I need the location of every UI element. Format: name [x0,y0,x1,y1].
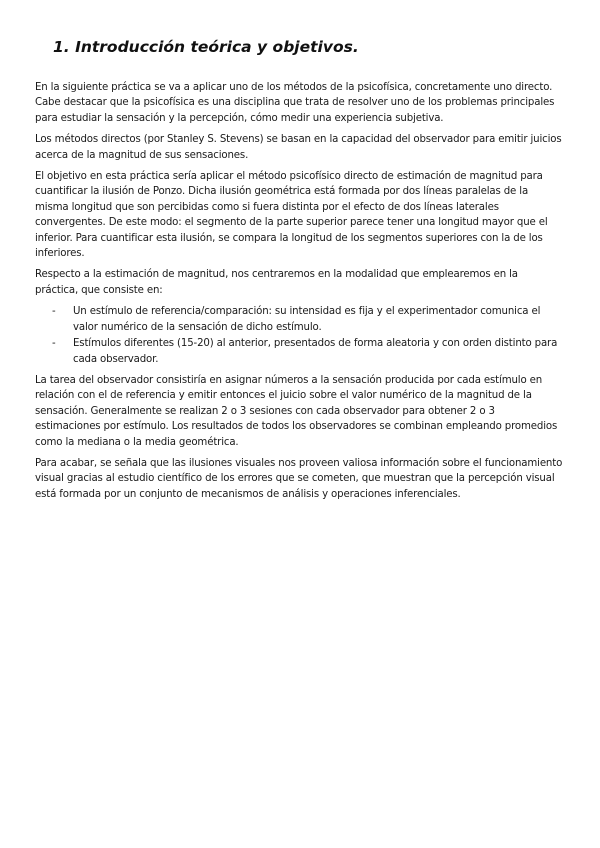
intro-paragraph: En la siguiente práctica se va a aplicar uno de los métodos de la psicofísica, concretamente uno directo. Cabe destacar que la psicofísica es una disciplina que trata de resolver uno de los problemas principales para estudiar la sensación y la percepción, cómo medir una experiencia subjetiva. [35,82,555,124]
magnitude-estimation-paragraph: Respecto a la estimación de magnitud, nos centraremos en la modalidad que emplearemos en la práctica, que consiste en: [35,269,518,296]
list-item [35,336,563,367]
list-item-text: Estímulos diferentes (15-20) al anterior, presentados de forma aleatoria y con orden distinto para cada observador. [73,338,558,365]
stimuli-list [35,304,563,367]
direct-methods-paragraph: Los métodos directos (por Stanley S. Stevens) se basan en la capacidad del observador para emitir juicios acerca de la magnitud de sus sensaciones. [35,134,562,161]
conclusion-paragraph: Para acabar, se señala que las ilusiones visuales nos proveen valiosa información sobre el funcionamiento visual gracias al estudio científico de los errores que se cometen, que muestran que la percepción visual está formada por un conjunto de mecanismos de análisis y operaciones inferenciales. [35,457,563,500]
section-heading: 1. Introducción teórica y objetivos. [53,38,359,56]
objective-paragraph: El objetivo en esta práctica sería aplicar el método psicofísico directo de estimación de magnitud para cuantificar la ilusión de Ponzo. Dicha ilusión geométrica está formada por dos líneas paralelas de la misma longitud que son percibidas como si fuera distinta por el efecto de dos líneas laterales convergentes. De este modo: el segmento de la parte superior parece tener una longitud mayor que el inferior. Para cuantificar esta ilusión, se compara la longitud de los segmentos superiores con la de los inferiores. [35,171,548,260]
section-body [35,80,563,508]
list-item [35,304,563,335]
bullet-dash: - [52,306,56,318]
observer-task-paragraph: La tarea del observador consistiría en asignar números a la sensación producida por cada estímulo en relación con el de referencia y emitir entonces el juicio sobre el valor numérico de la magnitud de la sensación. Generalmente se realizan 2 o 3 sesiones con cada observador para obtener 2 o 3 estimaciones por estímulo. Los resultados de todos los observadores se combinan empleando promedios como la mediana o la media geométrica. [35,374,558,448]
bullet-dash: - [52,338,56,350]
list-item-text: Un estímulo de referencia/comparación: su intensidad es fija y el experimentador comunica el valor numérico de la sensación de dicho estímulo. [73,306,541,333]
